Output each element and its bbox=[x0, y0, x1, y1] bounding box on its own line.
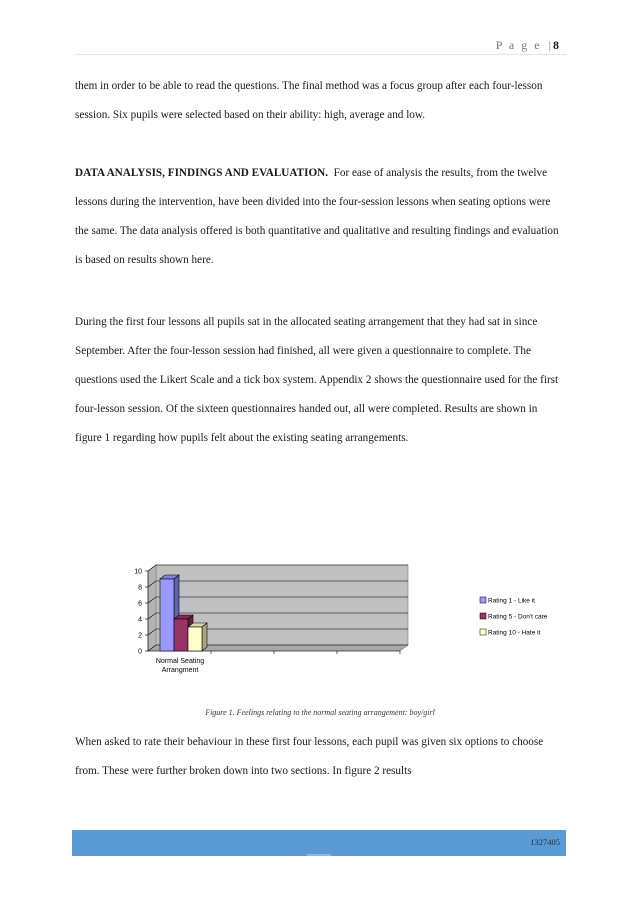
bar bbox=[174, 619, 188, 651]
footer-bar bbox=[72, 830, 566, 856]
x-category-label: Arrangment bbox=[161, 667, 199, 674]
legend-swatch bbox=[480, 613, 486, 619]
y-tick-label: 4 bbox=[138, 616, 142, 624]
header-divider bbox=[75, 54, 566, 55]
caption-text: Feelings relating to the normal seating arrangement: boy/girl bbox=[236, 708, 435, 717]
legend-entry: Rating 10 - Hate it bbox=[488, 629, 541, 637]
paragraph-methods-end: them in order to be able to read the questions. The final method was a focus group after each four-lesson session. Six pupils were selected based on their ability: high, average and low. bbox=[75, 80, 543, 121]
paragraph-behaviour: When asked to rate their behaviour in these first four lessons, each pupil was given six options to choose from. These were further broken down into two sections. In figure 2 results bbox=[75, 736, 544, 777]
bar-chart bbox=[100, 533, 560, 683]
bar-side bbox=[202, 623, 207, 651]
x-category-label: Normal Seating bbox=[155, 658, 205, 665]
legend-entry: Rating 1 - Like it bbox=[488, 597, 535, 605]
footer-tab bbox=[307, 854, 331, 856]
page-label: P a g e bbox=[495, 38, 542, 52]
student-id: 1327405 bbox=[530, 837, 560, 847]
y-tick-label: 2 bbox=[138, 632, 142, 640]
figure-caption bbox=[75, 708, 565, 717]
y-tick-label: 8 bbox=[138, 584, 142, 592]
caption-label: Figure 1. bbox=[205, 708, 235, 717]
legend-swatch bbox=[480, 629, 486, 635]
legend-entry: Rating 5 - Don't care bbox=[488, 613, 548, 621]
section-body: For ease of analysis the results, from the twelve lessons during the intervention, have been divided into the four-session lessons when seating options were the same. The data analysis offered is both quantitative and qualitative and resulting findings and evaluation is based on results shown here. bbox=[75, 167, 559, 266]
chart-side-wall bbox=[148, 565, 156, 651]
paragraph-first-lessons: During the first four lessons all pupils sat in the allocated seating arrangement that they had sat in since September. After the four-lesson session had finished, all were given a questionnaire to complete. The questions used the Likert Scale and a tick box system. Appendix 2 shows the questionnaire used for the first four-lesson session. Of the sixteen questionnaires handed out, all were completed. Results are shown in figure 1 regarding how pupils felt about the existing seating arrangements. bbox=[75, 316, 559, 444]
bar bbox=[188, 627, 202, 651]
page-header bbox=[496, 38, 559, 53]
legend-swatch bbox=[480, 597, 486, 603]
page-number: 8 bbox=[553, 38, 559, 52]
y-tick-label: 10 bbox=[134, 568, 142, 576]
paragraph-data-analysis bbox=[75, 159, 565, 275]
y-tick-label: 6 bbox=[138, 600, 142, 608]
y-tick-label: 0 bbox=[138, 648, 142, 656]
bar bbox=[160, 579, 174, 651]
section-heading: DATA ANALYSIS, FINDINGS AND EVALUATION. bbox=[75, 167, 329, 179]
page-separator: | bbox=[548, 38, 551, 52]
figure-1-chart bbox=[100, 533, 560, 683]
